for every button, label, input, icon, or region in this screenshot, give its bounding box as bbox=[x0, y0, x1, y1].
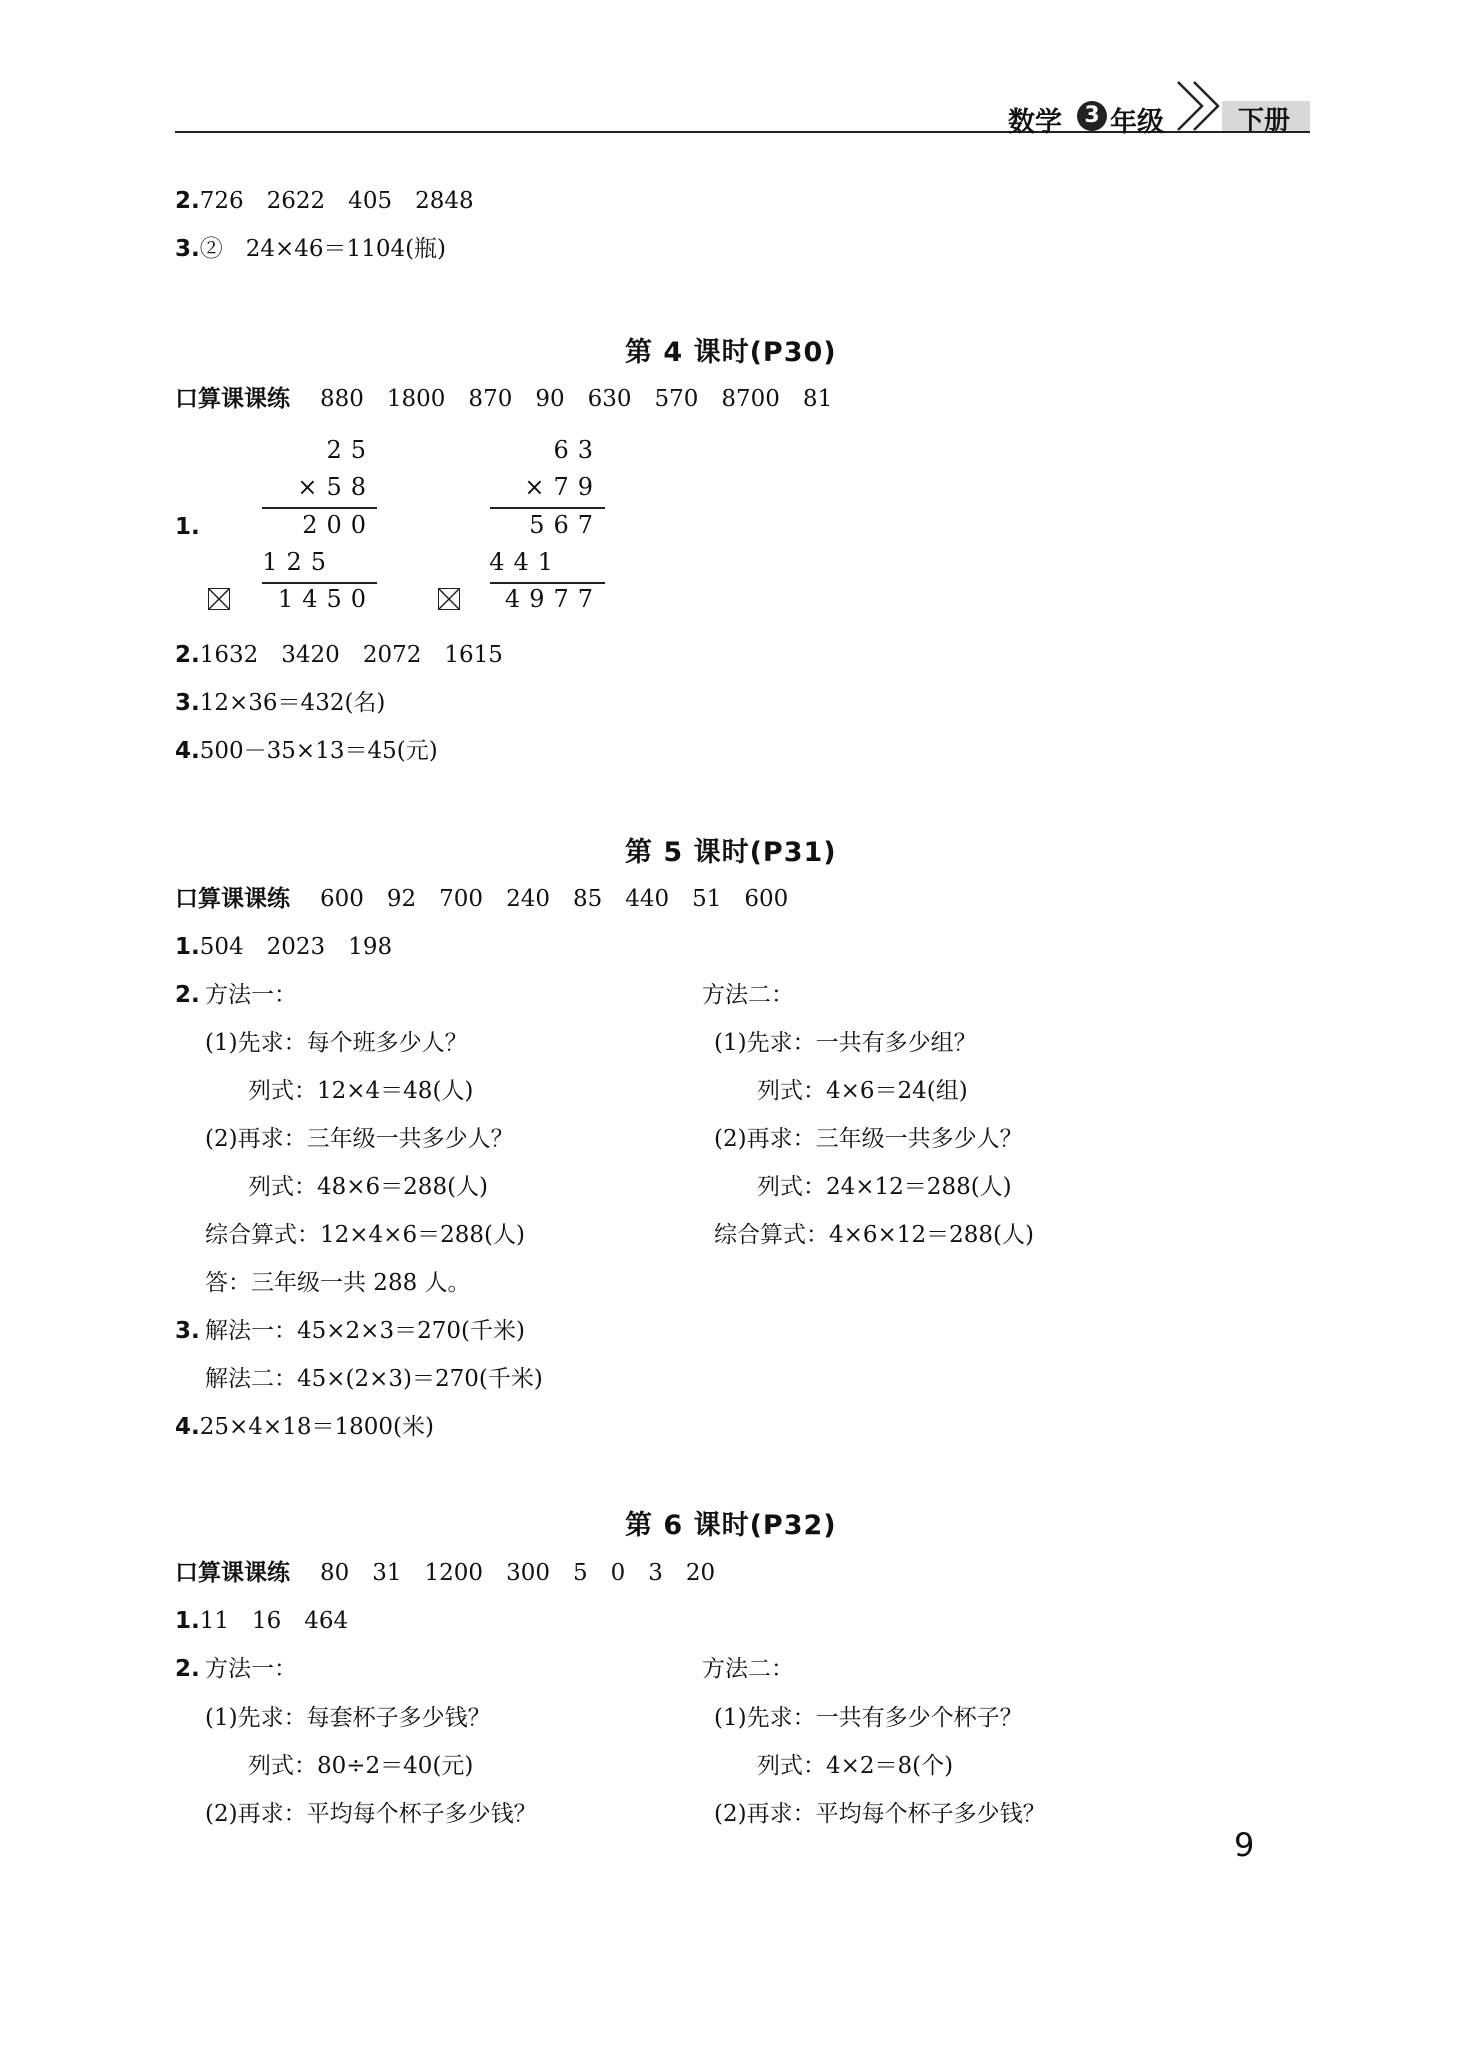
answer-text: 1632 3420 2072 1615 bbox=[199, 642, 503, 668]
oral-practice-line bbox=[175, 884, 788, 914]
oral-practice-label: 口算课课练 bbox=[175, 1560, 290, 1586]
header-volume: 下册 bbox=[1238, 106, 1291, 136]
calc-b-rule bbox=[490, 507, 605, 509]
answer-line bbox=[175, 736, 438, 766]
question-number: 4. bbox=[175, 738, 200, 764]
method-heading: 方法二： bbox=[702, 982, 794, 1008]
page-number: 9 bbox=[1234, 1826, 1255, 1864]
question-number: 3. bbox=[175, 236, 200, 262]
wrong-mark-icon bbox=[438, 588, 460, 610]
question-number: 1. bbox=[175, 934, 200, 960]
answer-line bbox=[175, 234, 446, 264]
method-step: (2)再求：平均每个杯子多少钱？ bbox=[205, 1801, 537, 1827]
lesson-title: 第 4 课时(P30) bbox=[625, 337, 837, 368]
oral-practice-line bbox=[175, 1558, 715, 1588]
answer-line bbox=[175, 688, 385, 718]
question-number: 1. bbox=[175, 514, 200, 540]
method-step: (1)先求：一共有多少组？ bbox=[714, 1030, 977, 1056]
header-grade-text: 年级 bbox=[1110, 107, 1164, 138]
oral-practice-line bbox=[175, 384, 832, 414]
question-number: 2. bbox=[175, 188, 200, 214]
method-step: 综合算式：4×6×12＝288(人) bbox=[714, 1222, 1034, 1248]
answer-text: 11 16 464 bbox=[199, 1608, 349, 1634]
answer-line bbox=[175, 186, 474, 216]
method-heading: 方法一： bbox=[205, 1656, 297, 1682]
method-step: (1)先求：每个班多少人？ bbox=[205, 1030, 468, 1056]
answer-line bbox=[175, 1606, 348, 1636]
answer-line bbox=[175, 640, 503, 670]
calc-b-rule bbox=[490, 582, 605, 584]
calc-a-result: 1450 bbox=[277, 585, 375, 613]
calc-b-partial-2: 441 bbox=[489, 548, 562, 576]
calc-a-multiplier: ×58 bbox=[297, 473, 375, 501]
method-step: (2)再求：平均每个杯子多少钱？ bbox=[714, 1801, 1046, 1827]
calc-b-result: 4977 bbox=[504, 585, 602, 613]
answer-text: ② 24×46＝1104(瓶) bbox=[199, 236, 447, 262]
question-number: 4. bbox=[175, 1414, 200, 1440]
question-number: 3. bbox=[175, 690, 200, 716]
question-number: 2. bbox=[175, 642, 200, 668]
method-step: 列式：12×4＝48(人) bbox=[248, 1078, 474, 1104]
calc-a-rule bbox=[262, 507, 377, 509]
oral-practice-answers: 600 92 700 240 85 440 51 600 bbox=[320, 886, 789, 912]
answer-text: 25×4×18＝1800(米) bbox=[199, 1414, 434, 1440]
answer-text: 12×36＝432(名) bbox=[199, 690, 386, 716]
calc-b-multiplier: ×79 bbox=[524, 473, 602, 501]
method-step: (1)先求：一共有多少个杯子？ bbox=[714, 1705, 1023, 1731]
method-step: 综合算式：12×4×6＝288(人) bbox=[205, 1222, 525, 1248]
question-number: 3. bbox=[175, 1318, 200, 1344]
method-step: (2)再求：三年级一共多少人？ bbox=[205, 1126, 514, 1152]
calc-a-rule bbox=[262, 582, 377, 584]
calc-a-partial-2: 125 bbox=[262, 548, 335, 576]
question-number: 2. bbox=[175, 982, 200, 1008]
answer-line bbox=[175, 932, 392, 962]
calc-b-partial-1: 567 bbox=[529, 511, 602, 539]
answer-text: 726 2622 405 2848 bbox=[199, 188, 474, 214]
method-step: (1)先求：每套杯子多少钱？ bbox=[205, 1705, 491, 1731]
oral-practice-answers: 880 1800 870 90 630 570 8700 81 bbox=[320, 386, 833, 412]
oral-practice-answers: 80 31 1200 300 5 0 3 20 bbox=[320, 1560, 716, 1586]
answer-text: 500－35×13＝45(元) bbox=[199, 738, 438, 764]
method-step: 列式：48×6＝288(人) bbox=[248, 1174, 489, 1200]
lesson-title: 第 5 课时(P31) bbox=[625, 837, 837, 868]
method-step: 列式：4×2＝8(个) bbox=[757, 1753, 954, 1779]
question-number: 2. bbox=[175, 1656, 200, 1682]
calc-a-multiplicand: 25 bbox=[326, 436, 375, 464]
calc-b-multiplicand: 63 bbox=[553, 436, 602, 464]
answer-text: 解法一：45×2×3＝270(千米) bbox=[205, 1318, 525, 1344]
header-grade-badge: 3 bbox=[1077, 101, 1107, 131]
header-subject: 数学 bbox=[1008, 107, 1062, 138]
answer-text: 解法二：45×(2×3)＝270(千米) bbox=[205, 1366, 543, 1392]
method-step: 列式：4×6＝24(组) bbox=[757, 1078, 968, 1104]
method-step: (2)再求：三年级一共多少人？ bbox=[714, 1126, 1023, 1152]
lesson-title: 第 6 课时(P32) bbox=[625, 1510, 837, 1541]
answer-line bbox=[175, 1412, 434, 1442]
wrong-mark-icon bbox=[208, 588, 230, 610]
calc-a-partial-1: 200 bbox=[302, 511, 375, 539]
method-heading: 方法一： bbox=[205, 982, 297, 1008]
method-step: 列式：80÷2＝40(元) bbox=[248, 1753, 474, 1779]
method-step: 列式：24×12＝288(人) bbox=[757, 1174, 1012, 1200]
method-answer: 答：三年级一共 288 人。 bbox=[205, 1270, 471, 1296]
oral-practice-label: 口算课课练 bbox=[175, 386, 290, 412]
oral-practice-label: 口算课课练 bbox=[175, 886, 290, 912]
answer-text: 504 2023 198 bbox=[199, 934, 393, 960]
method-heading: 方法二： bbox=[702, 1656, 794, 1682]
question-number: 1. bbox=[175, 1608, 200, 1634]
